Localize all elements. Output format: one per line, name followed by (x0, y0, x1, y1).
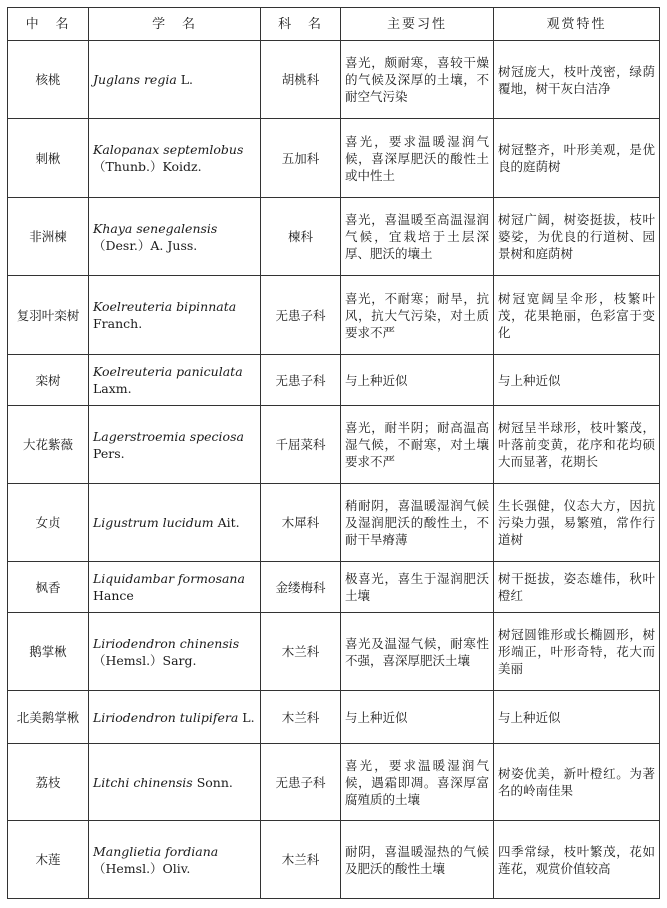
authority: （Desr.）A. Juss. (93, 237, 198, 253)
cell-family: 胡桃科 (261, 41, 341, 119)
scientific-name-line (93, 652, 256, 669)
cell-family: 木犀科 (261, 484, 341, 562)
table-row (8, 119, 660, 198)
scientific-name-line (93, 428, 256, 445)
binomial: Juglans regia (93, 72, 177, 87)
scientific-name-line (93, 445, 256, 462)
cell-chinese-name: 荔枝 (8, 744, 89, 821)
cell-ornamental: 树冠圆锥形或长椭圆形，树形端正，叶形奇特，花大而美丽 (494, 613, 660, 691)
binomial: Liriodendron chinensis (93, 635, 240, 651)
cell-chinese-name: 木莲 (8, 821, 89, 899)
scientific-name-line (93, 315, 256, 332)
header-chinese-name: 中 名 (8, 8, 89, 41)
scientific-name-line (93, 141, 256, 158)
table-row (8, 406, 660, 484)
header-family: 科 名 (261, 8, 341, 41)
scientific-name-line (93, 709, 256, 726)
cell-ornamental: 四季常绿，枝叶繁茂，花如莲花，观赏价值较高 (494, 821, 660, 899)
cell-scientific-name (89, 198, 261, 276)
cell-scientific-name (89, 821, 261, 899)
scientific-name-line (93, 220, 256, 237)
binomial: Lagerstroemia speciosa (93, 428, 244, 444)
cell-habit: 喜光，耐半阴；耐高温高湿气候，不耐寒，对土壤要求不严 (341, 406, 494, 484)
cell-chinese-name: 核桃 (8, 41, 89, 119)
scientific-name-line (93, 774, 256, 791)
header-habit: 主要习性 (341, 8, 494, 41)
cell-habit: 极喜光，喜生于湿润肥沃土壤 (341, 562, 494, 613)
scientific-name-line (93, 380, 256, 397)
cell-ornamental: 树冠呈半球形，枝叶繁茂，叶落前变黄，花序和花均硕大而显著，花期长 (494, 406, 660, 484)
cell-ornamental: 树冠庞大，枝叶茂密，绿荫覆地，树干灰白洁净 (494, 41, 660, 119)
table-row (8, 821, 660, 899)
cell-habit: 喜光，要求温暖湿润气候，喜深厚肥沃的酸性土或中性土 (341, 119, 494, 198)
header-ornamental: 观赏特性 (494, 8, 660, 41)
table-body (8, 41, 660, 899)
cell-ornamental: 树冠宽阔呈伞形，枝繁叶茂，花果艳丽，色彩富于变化 (494, 276, 660, 355)
cell-chinese-name: 刺楸 (8, 119, 89, 198)
scientific-name-line (93, 570, 256, 587)
authority: Hance (93, 588, 134, 603)
cell-scientific-name (89, 406, 261, 484)
binomial: Manglietia fordiana (93, 843, 219, 859)
authority: Sonn. (192, 774, 233, 790)
cell-family: 无患子科 (261, 744, 341, 821)
authority: L. (176, 72, 194, 87)
binomial: Liquidambar formosana (93, 571, 245, 586)
cell-family: 千屈菜科 (261, 406, 341, 484)
cell-family: 木兰科 (261, 691, 341, 744)
table-row (8, 613, 660, 691)
cell-scientific-name (89, 484, 261, 562)
scientific-name-line (93, 635, 256, 652)
scientific-name-line (93, 158, 256, 175)
cell-habit: 喜光，颇耐寒，喜较干燥的气候及深厚的土壤，不耐空气污染 (341, 41, 494, 119)
authority: Ait. (213, 515, 240, 530)
cell-chinese-name: 鹅掌楸 (8, 613, 89, 691)
table-row (8, 744, 660, 821)
cell-chinese-name: 复羽叶栾树 (8, 276, 89, 355)
cell-ornamental: 树干挺拔，姿态雄伟，秋叶橙红 (494, 562, 660, 613)
cell-habit: 喜光，要求温暖湿润气候，遇霜即凋。喜深厚富腐殖质的土壤 (341, 744, 494, 821)
table-row (8, 276, 660, 355)
table-row (8, 484, 660, 562)
cell-habit: 喜光，不耐寒；耐旱，抗风，抗大气污染，对土质要求不严 (341, 276, 494, 355)
cell-ornamental: 与上种近似 (494, 691, 660, 744)
cell-habit: 与上种近似 (341, 355, 494, 406)
cell-scientific-name (89, 744, 261, 821)
cell-ornamental: 与上种近似 (494, 355, 660, 406)
binomial: Liriodendron tulipifera (93, 709, 239, 725)
cell-chinese-name: 栾树 (8, 355, 89, 406)
scientific-name-line (93, 298, 256, 315)
cell-chinese-name: 女贞 (8, 484, 89, 562)
scientific-name-line (93, 71, 256, 88)
cell-family: 木兰科 (261, 613, 341, 691)
cell-ornamental: 树姿优美，新叶橙红。为著名的岭南佳果 (494, 744, 660, 821)
cell-family: 楝科 (261, 198, 341, 276)
cell-chinese-name: 大花紫薇 (8, 406, 89, 484)
cell-chinese-name: 枫香 (8, 562, 89, 613)
authority: （Thunb.）Koidz. (93, 159, 202, 174)
authority: Laxm. (93, 381, 132, 396)
header-scientific-name: 学 名 (89, 8, 261, 41)
scientific-name-line (93, 843, 256, 860)
table-row (8, 562, 660, 613)
binomial: Litchi chinensis (93, 774, 193, 790)
binomial: Koelreuteria bipinnata (93, 299, 237, 314)
cell-chinese-name: 非洲楝 (8, 198, 89, 276)
scientific-name-line (93, 587, 256, 604)
cell-chinese-name: 北美鹅掌楸 (8, 691, 89, 744)
table-row (8, 355, 660, 406)
cell-scientific-name (89, 562, 261, 613)
cell-scientific-name (89, 41, 261, 119)
cell-family: 无患子科 (261, 355, 341, 406)
binomial: Koelreuteria paniculata (93, 364, 243, 379)
authority: L. (238, 709, 255, 725)
cell-family: 五加科 (261, 119, 341, 198)
binomial: Kalopanax septemlobus (93, 142, 244, 157)
cell-habit: 与上种近似 (341, 691, 494, 744)
authority: Franch. (93, 316, 143, 331)
authority: （Hemsl.）Sarg. (93, 652, 197, 668)
cell-family: 木兰科 (261, 821, 341, 899)
plant-table (7, 7, 660, 899)
cell-habit: 喜光，喜温暖至高温湿润气候，宜栽培于土层深厚、肥沃的壤土 (341, 198, 494, 276)
cell-habit: 喜光及温湿气候，耐寒性不强，喜深厚肥沃土壤 (341, 613, 494, 691)
cell-scientific-name (89, 691, 261, 744)
scientific-name-line (93, 237, 256, 254)
cell-habit: 耐阴，喜温暖湿热的气候及肥沃的酸性土壤 (341, 821, 494, 899)
binomial: Ligustrum lucidum (93, 515, 214, 530)
scientific-name-line (93, 363, 256, 380)
cell-scientific-name (89, 119, 261, 198)
table-row (8, 691, 660, 744)
cell-family: 金缕梅科 (261, 562, 341, 613)
table-row (8, 198, 660, 276)
table-row (8, 41, 660, 119)
cell-habit: 稍耐阴，喜温暖湿润气候及湿润肥沃的酸性土，不耐干旱瘠薄 (341, 484, 494, 562)
authority: （Hemsl.）Oliv. (93, 860, 191, 876)
binomial: Khaya senegalensis (93, 220, 218, 236)
header-row (8, 8, 660, 41)
authority: Pers. (93, 445, 125, 461)
scientific-name-line (93, 860, 256, 877)
cell-scientific-name (89, 276, 261, 355)
cell-ornamental: 生长强健，仪态大方，因抗污染力强，易繁殖，常作行道树 (494, 484, 660, 562)
cell-scientific-name (89, 613, 261, 691)
cell-ornamental: 树冠整齐，叶形美观，是优良的庭荫树 (494, 119, 660, 198)
cell-family: 无患子科 (261, 276, 341, 355)
scientific-name-line (93, 514, 256, 531)
cell-scientific-name (89, 355, 261, 406)
cell-ornamental: 树冠广阔，树姿挺拔，枝叶婆娑，为优良的行道树、园景树和庭荫树 (494, 198, 660, 276)
